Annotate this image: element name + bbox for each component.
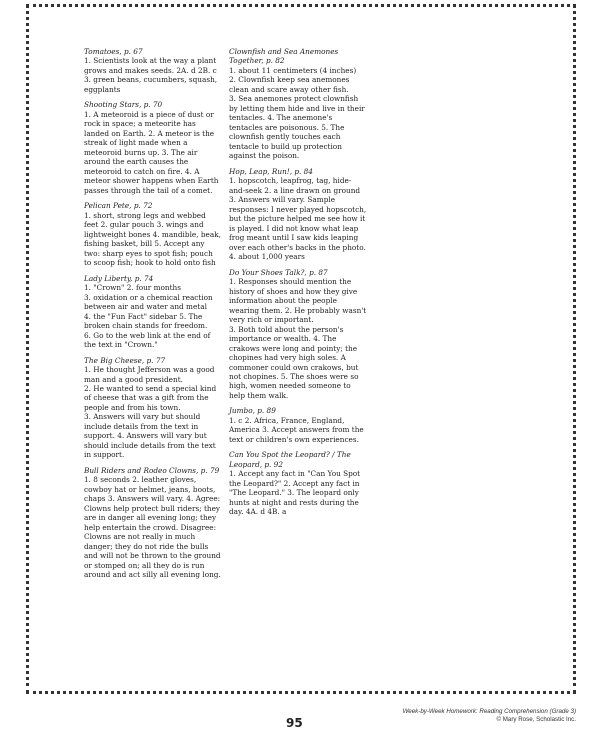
answer-entry (84, 47, 222, 94)
entry-title: Clownfish and Sea Anemones Together, p. 82 (229, 47, 339, 66)
answer-entry (84, 201, 222, 267)
entry-title: Hop, Leap, Run!, p. 84 (229, 166, 313, 176)
entry-body: 1. "Crown" 2. four months 3. oxidation or a chemical reaction between air and water and metal 4. the "Fun Fact" sidebar 5. The broken chain stands for freedom. 6. Go to the web link at the end of the text in "Crown." (84, 283, 213, 350)
entry-body: 1. 8 seconds 2. leather gloves, cowboy hat or helmet, jeans, boots, chaps 3. Answers will vary. 4. Agree: Clowns help protect bull riders; they are in danger all evening long; they help entertain the crowd. Disagree: Clowns are not really in much danger; they do not ride the bulls and will not be thrown to the ground or stomped on; all they do is run around and act silly all evening long. (84, 475, 221, 580)
entry-body: 1. about 11 centimeters (4 inches) 2. Clownfish keep sea anemones clean and scare away other fish. 3. Sea anemones protect clownfish by letting them hide and live in their tentacles. 4. The anemone's tentacles are poisonous. 5. The clownfish gently touches each tentacle to build up protection against the poison. (229, 65, 365, 161)
series-title: Week-by-Week Homework: Reading Comprehension (Grade 3) (402, 708, 576, 715)
entry-title: Tomatoes, p. 67 (84, 47, 143, 56)
entry-body: 1. A meteoroid is a piece of dust or rock in space; a meteorite has landed on Earth. 2. A meteor is the streak of light made when a meteoroid burns up. 3. The air around the earth causes the meteoroid to catch on fire. 4. A meteor shower happens when Earth passes through the tail of a comet. (84, 109, 219, 195)
answer-entry (84, 356, 222, 460)
entry-body: 1. hopscotch, leapfrog, tag, hide-and-seek 2. a line drawn on ground 3. Answers will vary. Sample responses: I never played hopscotch, but the picture helped me see how it is played. I did not know what leap frog meant until I saw kids leaping over each other's backs in the photo. 4. about 1,000 years (229, 176, 367, 262)
entry-body: 1. short, strong legs and webbed feet 2. gular pouch 3. wings and lightweight bones 4. mandible, beak, fishing basket, bill 5. Accept any two: sharp eyes to spot fish; pouch to scoop fish; hook to hold onto fish (84, 210, 221, 268)
answer-entry (229, 167, 367, 262)
entry-title: Jumbo, p. 89 (229, 406, 276, 416)
answer-column-right (229, 47, 367, 523)
answer-entry (84, 100, 222, 195)
answer-entry (84, 466, 222, 580)
footer-credit (403, 708, 576, 724)
entry-body: 1. Responses should mention the history of shoes and how they give information about the people wearing them. 2. He probably wasn't very rich or important. 3. Both told about the person's importance or wealth. 4. The crakows were long and pointy; the chopines had very high soles. A commoner could own crakows, but not chopines. 5. The shoes were so high, women needed someone to help them walk. (229, 277, 367, 400)
entry-title: Lady Liberty, p. 74 (84, 273, 154, 283)
entry-title: Can You Spot the Leopard? / The Leopard, p. 92 (229, 450, 351, 469)
entry-title: Shooting Stars, p. 70 (84, 100, 163, 110)
entry-body: 1. Accept any fact in "Can You Spot the Leopard?" 2. Accept any fact in "The Leopard." 3. The leopard only hunts at night and rests during the day. 4A. d 4B. a (229, 469, 361, 517)
copyright-notice: © Mary Rose, Scholastic Inc. (496, 716, 576, 724)
entry-title: Bull Riders and Rodeo Clowns, p. 79 (84, 465, 220, 475)
answer-entry (229, 450, 367, 516)
answer-entry (229, 268, 367, 401)
entry-title: The Big Cheese, p. 77 (84, 355, 166, 365)
entry-title: Pelican Pete, p. 72 (84, 201, 153, 211)
answer-entry (229, 47, 367, 161)
page-number: 95 (286, 716, 303, 730)
answer-column-left (84, 47, 222, 586)
entry-body: 1. Scientists look at the way a plant grows and makes seeds. 2A. d 2B. c 3. green beans, cucumbers, squash, eggplants (84, 56, 218, 94)
entry-title: Do Your Shoes Talk?, p. 87 (229, 267, 328, 277)
answer-entry (84, 274, 222, 350)
entry-body: 1. He thought Jefferson was a good man and a good president. 2. He wanted to send a special kind of cheese that was a gift from the people and from his town. 3. Answers will vary but should include details from the text in support. 4. Answers will vary but should include details from the text in support. (84, 365, 217, 460)
entry-body: 1. c 2. Africa, France, England, America 3. Accept answers from the text or children's own experiences. (229, 415, 364, 444)
answer-entry (229, 406, 367, 444)
